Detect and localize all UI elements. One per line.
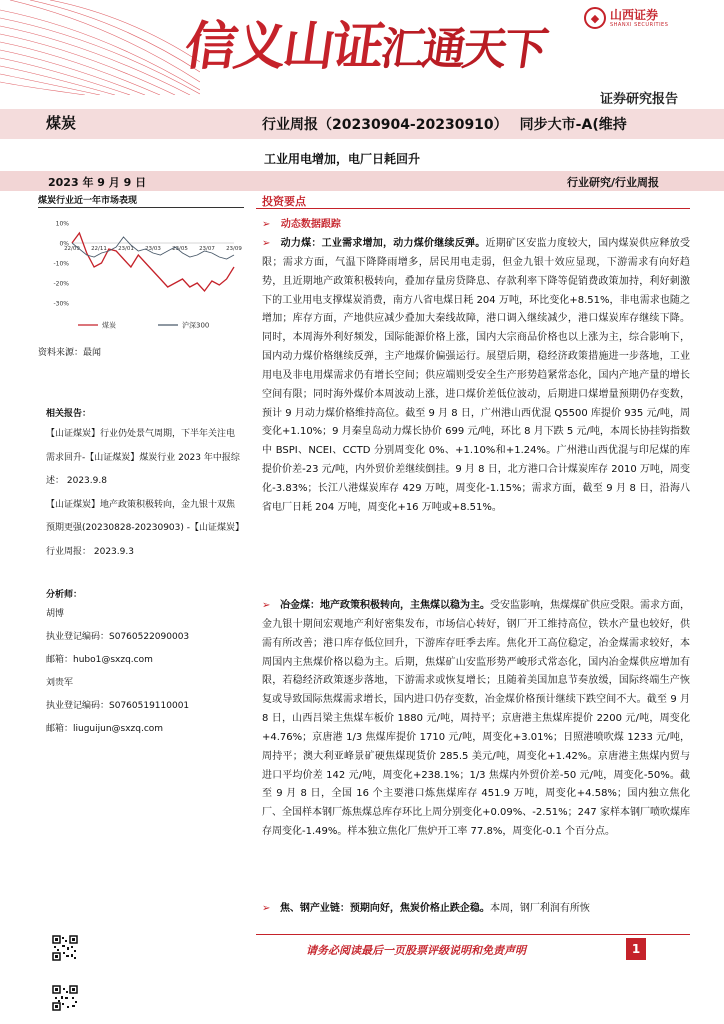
bullet-icon: ➢	[262, 219, 271, 230]
chart-title: 煤炭行业近一年市场表现	[38, 196, 138, 206]
divider	[256, 934, 690, 935]
analysts-heading: 分析师：	[46, 590, 83, 600]
x-tick-label: 23/07	[199, 246, 215, 252]
analyst-name: 胡博	[46, 609, 65, 619]
paragraph-coking-coal	[262, 597, 690, 842]
series-line	[72, 233, 234, 291]
page-number: 1	[626, 938, 646, 960]
qr-code-icon	[52, 985, 78, 1011]
subsection-heading: ➢ 动态数据跟踪	[262, 219, 341, 230]
paragraph-lead: 冶金煤：地产政策积极转向，主焦煤以稳为主。	[279, 600, 490, 611]
x-tick-label: 22/11	[91, 246, 107, 252]
x-tick-label: 22/09	[64, 246, 80, 252]
analyst-email[interactable]: 邮箱：hubo1@sxzq.com	[46, 655, 153, 665]
y-tick-label: 10%	[55, 220, 69, 228]
header-banner	[0, 0, 724, 108]
divider	[38, 207, 244, 208]
related-reports	[46, 423, 242, 564]
analyst-cert: 执业登记编码：S0760519110001	[46, 701, 190, 711]
related-item[interactable]: 【山证煤炭】行业仍处景气周期，下半年关注电需求回升-【山证煤炭】煤炭行业 2023 年中报综述： 2023.9.8	[46, 429, 240, 486]
paragraph-lead: 焦、钢产业链：预期向好，焦炭价格止跌企稳。	[279, 903, 490, 914]
decorative-lines	[0, 0, 200, 95]
x-tick-label: 23/03	[145, 246, 161, 252]
slogan: 信义山证汇通天下	[181, 16, 549, 77]
analyst-cert: 执业登记编码：S0760522090003	[46, 632, 190, 642]
paragraph-thermal-coal	[262, 235, 690, 518]
y-tick-label: -30%	[53, 300, 69, 308]
qr-code-icon	[52, 935, 78, 961]
bullet-icon: ➢	[262, 600, 271, 611]
analysts	[46, 603, 242, 741]
y-tick-label: 0%	[59, 240, 69, 248]
paragraph-body: 本周，钢厂利润有所恢	[489, 903, 590, 914]
report-title: 行业周报（20230904-20230910） 同步大市-A(维持	[262, 117, 627, 133]
x-tick-label: 23/05	[172, 246, 188, 252]
analyst-email[interactable]: 邮箱：liuguijun@sxzq.com	[46, 724, 164, 734]
chart-source: 资料来源：最闻	[38, 348, 102, 358]
sector-label: 煤炭	[46, 114, 77, 132]
paragraph-body: 近期矿区安监力度较大，国内煤炭供应释放受限；需求方面，气温下降降雨增多，居民用电走弱，但金九银十效应显现，下游需求有向好趋势，且近期地产政策积极转向，叠加存量房贷降息、存款利率下降等促销费政策加持，利好刺激下的工业用电支撑煤炭消费，南方八省电煤日耗 204 万吨，环比变化+8.51%，非电需求也随之增加；库存方面，产地供应减少叠加大秦线故障，港口调入继续减少，港口煤炭库存继续下降。同时，本周海外利好频发，国际能源价格上涨，国内大宗商品价格也以上涨为主，综合影响下，国内动力煤价格继续反弹，主产地煤价偏强运行。展望后期，稳经济政策措施进一步落地，工业用电及非电用煤需求仍有增长空间；供应端则受安全生产形势趋紧常态化，国内产地产量的增长空间有限；同时海外煤价本周波动上涨，进口煤价差低位波动，后期进口煤增量预期仍存变数，预计 9 月动力煤价格维持高位。截至 9 月 8 日，广州港山西优混 Q5500 库提价 935 元/吨，周变化+1.10%；9 月秦皇岛动力煤长协价 699 元/吨，环比 8 月下跌 5 元/吨，本周长协挂钩指数中 BSPI、NCEI、CCTD 分别周变化 0%、+1.10%和+1.24%。广州港山西优混与印尼煤的库提价价差-23 元/吨，内外贸价差继续倒挂。9 月 8 日，北方港口合计煤炭库存 2010 万吨，周变化-3.83%；长江八港煤炭库存 429 万吨，周变化-1.15%；需求方面，截至 9 月 8 日，沿海八省电厂日耗 204 万吨，周变化+16 万吨或+8.51%。	[262, 238, 691, 513]
company-logo	[584, 7, 668, 29]
bullet-icon: ➢	[262, 903, 271, 914]
report-date: 2023 年 9 月 9 日	[48, 176, 147, 189]
logo-en: SHANXI SECURITIES	[610, 21, 669, 28]
section-heading: 投资要点	[262, 195, 306, 208]
paragraph-lead: 动力煤：工业需求增加，动力煤价继续反弹。	[280, 238, 486, 249]
disclaimer-link[interactable]: 请务必阅读最后一页股票评级说明和免责声明	[306, 944, 526, 957]
report-type: 证券研究报告	[599, 92, 678, 107]
divider	[256, 208, 690, 209]
report-subtitle: 工业用电增加，电厂日耗回升	[264, 152, 421, 166]
paragraph-coke-steel	[262, 900, 690, 919]
report-category: 行业研究/行业周报	[567, 176, 660, 189]
related-heading: 相关报告：	[46, 409, 92, 419]
x-tick-label: 23/01	[118, 246, 134, 252]
y-tick-label: -20%	[53, 280, 69, 288]
logo-icon: ◆	[584, 7, 606, 29]
bullet-icon: ➢	[262, 238, 271, 249]
x-tick-label: 23/09	[226, 246, 242, 252]
paragraph-body: 受安监影响，焦煤煤矿供应受限。需求方面，金九银十期间宏观地产利好密集发布，市场信心转好，钢厂开工维持高位，铁水产量也较好，供需有所改善；港口库存低位回升，下游库存旺季去库。焦化开工高位稳定，冶金煤需求较好，本周国内主焦煤价格以稳为主。后期，焦煤矿山安监形势严峻形式常态化，国内冶金煤供应增加有限，若稳经济政策逐步落地，下游需求或恢复增长；且随着美国加息节奏放缓，国际终端生产恢复或导致国际焦煤需求增长，国内进口仍存变数，冶金煤价格预计继续下跌空间不大。截至 9 月 8 日，山西吕梁主焦煤车板价 1880 元/吨，周持平；京唐港主焦煤库提价 2200 元/吨，周变化+4.76%；京唐港 1/3 焦煤库提价 1710 元/吨，周变化+3.01%；日照港喷吹煤 1233 元/吨，周持平；澳大利亚峰景矿硬焦煤现货价 285.5 美元/吨，周变化+1.42%。京唐港主焦煤内贸与进口平均价差 142 元/吨，周变化+238.1%；1/3 焦煤内外贸价差-50 元/吨，周变化-50%。截至 9 月 8 日，全国 16 个主要港口炼焦煤库存 451.9 万吨，周变化+4.58%；国内独立焦化厂、全国样本钢厂炼焦煤总库存环比上周分别变化+0.09%、-2.51%；247 家样本钢厂喷吹煤库存周变化-1.49%。样本独立焦化厂焦炉开工率 77.8%，周变化-0.1 个百分点。	[262, 600, 690, 838]
legend-label: 煤炭	[102, 321, 116, 330]
logo-name: 山西证券	[610, 7, 659, 22]
y-tick-label: -10%	[53, 260, 69, 268]
related-item[interactable]: 【山证煤炭】地产政策积极转向，金九银十双焦预期更强(20230828-20230903) -【山证煤炭】行业周报： 2023.9.3	[46, 499, 240, 557]
analyst-name: 刘贵军	[46, 678, 74, 688]
market-performance-chart	[38, 215, 244, 335]
legend-label: 沪深300	[182, 321, 210, 330]
